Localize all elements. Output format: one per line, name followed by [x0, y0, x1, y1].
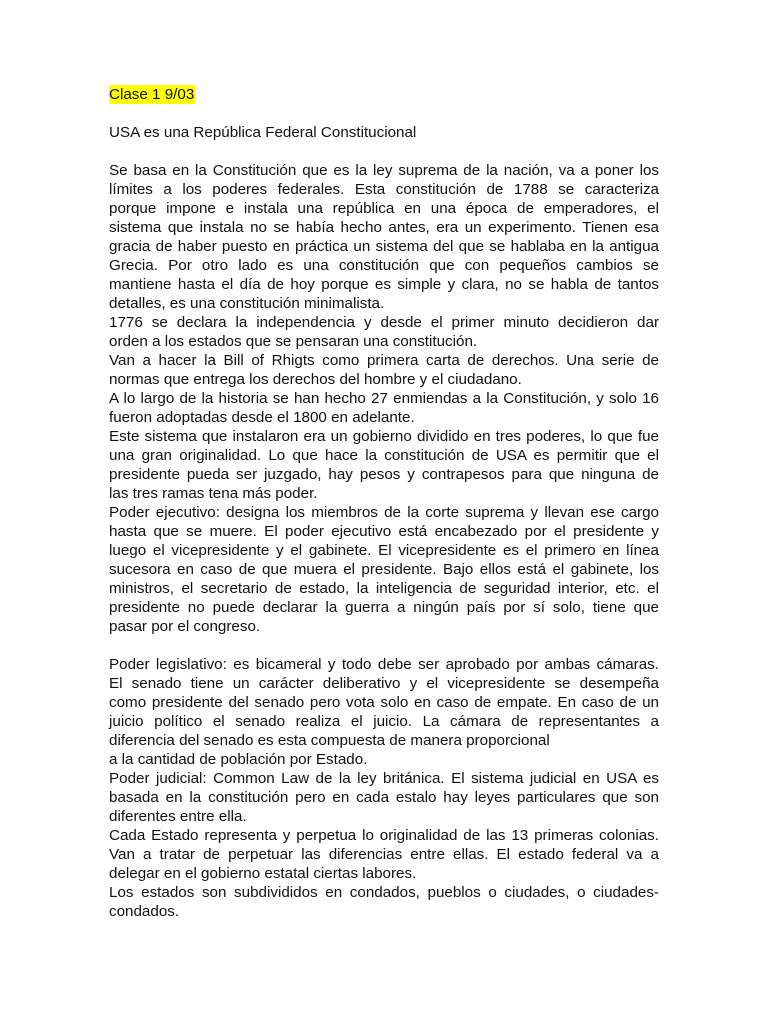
- body-line: A lo largo de la historia se han hecho 27 enmiendas a la Constitución, y solo 16: [109, 390, 659, 407]
- body-line: hasta que se muere. El poder ejecutivo está encabezado por el presidente y: [109, 523, 659, 540]
- body-line: presidente no puede declarar la guerra a ningún país por sí solo, tiene que: [109, 599, 659, 616]
- body-line: porque impone e instala una república en una época de emperadores, el: [109, 200, 659, 217]
- body-line: delegar en el gobierno estatal ciertas labores.: [109, 865, 417, 882]
- body-line: Van a hacer la Bill of Rhigts como primera carta de derechos. Una serie de: [109, 352, 659, 369]
- body-line: sucesora en caso de que muera el presidente. Bajo ellos está el gabinete, los: [109, 561, 659, 578]
- body-line: gracia de haber puesto en práctica un sistema del que se hablaba en la antigua: [109, 238, 659, 255]
- body-line: las tres ramas tena más poder.: [109, 485, 318, 502]
- body-line: Cada Estado representa y perpetua lo originalidad de las 13 primeras colonias.: [109, 827, 659, 844]
- body-line: Poder judicial: Common Law de la ley británica. El sistema judicial en USA es: [109, 770, 659, 787]
- document-title: USA es una República Federal Constitucional: [109, 124, 417, 141]
- body-line: 1776 se declara la independencia y desde el primer minuto decidieron dar: [109, 314, 659, 331]
- highlighted-heading-text: Clase 1 9/03: [109, 86, 195, 103]
- body-line: Se basa en la Constitución que es la ley suprema de la nación, va a poner los: [109, 162, 659, 179]
- body-line: límites a los poderes federales. Esta constitución de 1788 se caracteriza: [109, 181, 659, 198]
- body-line: diferencia del senado es esta compuesta de manera proporcional: [109, 732, 550, 749]
- body-line: diferentes entre ella.: [109, 808, 247, 825]
- body-line: fueron adoptadas desde el 1800 en adelante.: [109, 409, 415, 426]
- body-line: Poder legislativo: es bicameral y todo debe ser aprobado por ambas cámaras.: [109, 656, 659, 673]
- body-line: Van a tratar de perpetuar las diferencias entre ellas. El estado federal va a: [109, 846, 659, 863]
- body-line: sistema que instala no se había hecho antes, era un experimento. Tienen esa: [109, 219, 659, 236]
- body-line: El senado tiene un carácter deliberativo y el vicepresidente se desempeña: [109, 675, 659, 692]
- body-line: presidente pueda ser juzgado, hay pesos y contrapesos para que ninguna de: [109, 466, 659, 483]
- body-line: detalles, es una constitución minimalista.: [109, 295, 385, 312]
- body-line: Poder ejecutivo: designa los miembros de la corte suprema y llevan ese cargo: [109, 504, 659, 521]
- body-line: juicio político el senado realiza el juicio. La cámara de representantes a: [109, 713, 659, 730]
- body-line: Grecia. Por otro lado es una constitución que con pequeños cambios se: [109, 257, 659, 274]
- body-line: a la cantidad de población por Estado.: [109, 751, 368, 768]
- body-line: condados.: [109, 903, 180, 920]
- body-line: Este sistema que instalaron era un gobierno dividido en tres poderes, lo que fue: [109, 428, 659, 445]
- body-line: una gran originalidad. Lo que hace la constitución de USA es permitir que el: [109, 447, 659, 464]
- body-line: como presidente del senado pero vota solo en caso de empate. En caso de un: [109, 694, 659, 711]
- body-line: normas que entrega los derechos del hombre y el ciudadano.: [109, 371, 522, 388]
- body-line: basada en la constitución pero en cada estalo hay leyes particulares que son: [109, 789, 659, 806]
- body-line: pasar por el congreso.: [109, 618, 261, 635]
- class-heading: [109, 85, 195, 104]
- body-line: ministros, el secretario de estado, la inteligencia de seguridad interior, etc. el: [109, 580, 659, 597]
- body-line: mantiene hasta el día de hoy porque es simple y clara, no se habla de tantos: [109, 276, 659, 293]
- body-line: luego el vicepresidente y el gabinete. El vicepresidente es el primero en línea: [109, 542, 659, 559]
- body-line: Los estados son subdivididos en condados, pueblos o ciudades, o ciudades-: [109, 884, 659, 901]
- body-line: orden a los estados que se pensaran una constitución.: [109, 333, 478, 350]
